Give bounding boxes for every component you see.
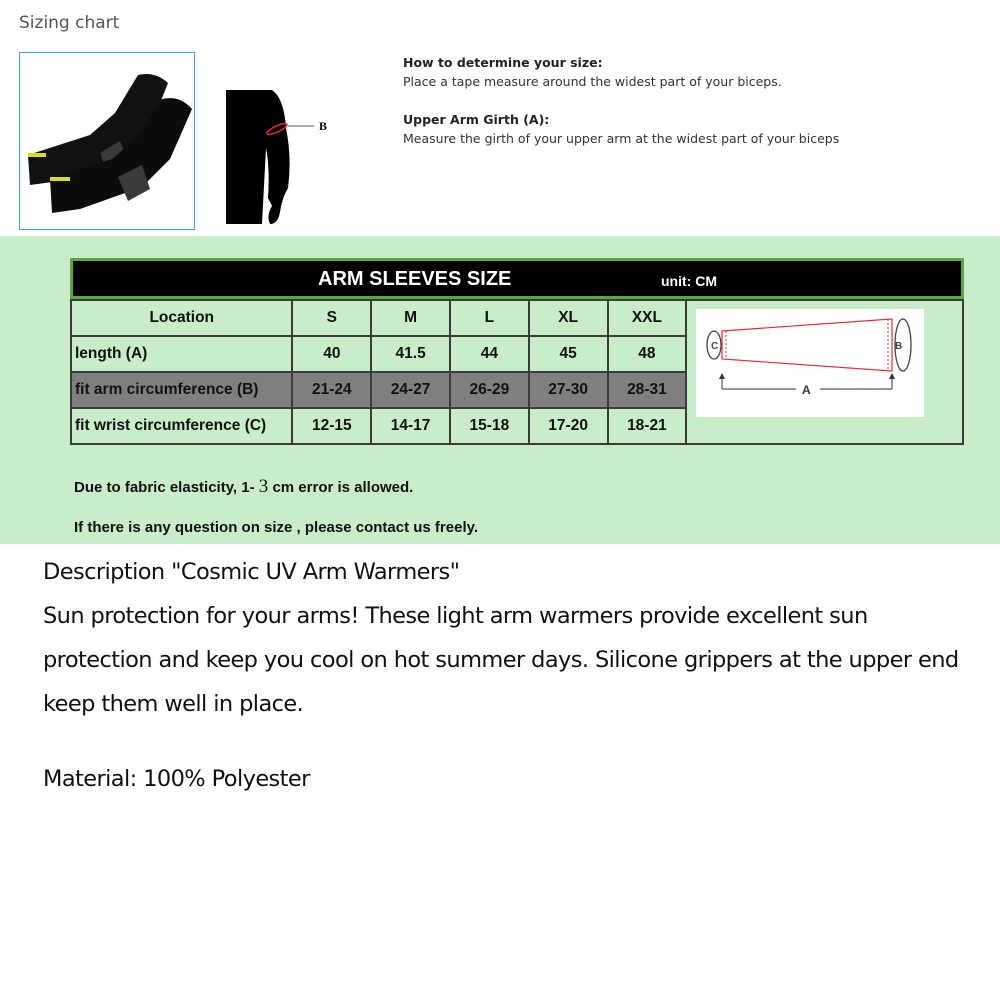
column-header-s: S [292,300,371,336]
row-label: length (A) [71,336,292,372]
cell-value: 44 [450,336,529,372]
column-header-xxl: XXL [608,300,687,336]
cell-value: 40 [292,336,371,372]
row-label: fit wrist circumference (C) [71,408,292,444]
material-info: Material: 100% Polyester [43,766,310,792]
cell-value: 48 [608,336,687,372]
description-title: Description "Cosmic UV Arm Warmers" [43,559,460,585]
column-header-location: Location [71,300,292,336]
description-body: Sun protection for your arms! These light arm warmers provide excellent sun protection and keep you cool on hot summer days. Silicone grippers at the upper end keep them well in place. [43,603,959,717]
product-photo [19,52,195,230]
row-label: fit arm circumference (B) [71,372,292,408]
contact-note: If there is any question on size , please contact us freely. [74,519,479,536]
unit-label: unit: CM [661,273,717,289]
cell-value: 21-24 [292,372,371,408]
diagram-label-a: A [802,383,811,397]
instruction-heading: How to determine your size: [403,55,603,70]
cell-value: 28-31 [608,372,687,408]
diagram-label-b: B [895,341,903,352]
cell-value: 15-18 [450,408,529,444]
instruction-text: Place a tape measure around the widest part of your biceps. [403,74,782,89]
cell-value: 12-15 [292,408,371,444]
elasticity-suffix: cm error is allowed. [268,479,414,496]
cell-value: 26-29 [450,372,529,408]
sleeve-diagram [696,309,924,417]
size-chart-header [70,258,964,299]
marker-b-label: B [319,119,328,133]
cell-value: 17-20 [529,408,608,444]
sizing-chart-title: Sizing chart [19,13,120,33]
size-notes [74,476,478,557]
measurement-instructions [403,53,963,167]
instruction-upper-arm-girth [403,110,963,148]
size-chart [70,258,964,445]
arm-measurement-figure [222,88,342,228]
instruction-determine-size [403,53,963,91]
instruction-text: Measure the girth of your upper arm at the widest part of your biceps [403,131,840,146]
cell-value: 14-17 [371,408,450,444]
column-header-l: L [450,300,529,336]
product-description [43,550,983,726]
diagram-label-c: C [711,341,719,352]
sleeve-diagram-cell [686,300,963,444]
elasticity-prefix: Due to fabric elasticity, 1- [74,479,259,496]
cell-value: 24-27 [371,372,450,408]
column-header-m: M [371,300,450,336]
cell-value: 27-30 [529,372,608,408]
elasticity-note [74,476,478,498]
size-table [70,299,964,445]
cell-value: 45 [529,336,608,372]
arm-sleeves-image [20,53,195,230]
instruction-heading: Upper Arm Girth (A): [403,112,550,127]
table-header-row [71,300,963,336]
size-chart-title: ARM SLEEVES SIZE [318,268,512,290]
cell-value: 18-21 [608,408,687,444]
cell-value: 41.5 [371,336,450,372]
column-header-xl: XL [529,300,608,336]
elasticity-number: 3 [258,476,269,497]
